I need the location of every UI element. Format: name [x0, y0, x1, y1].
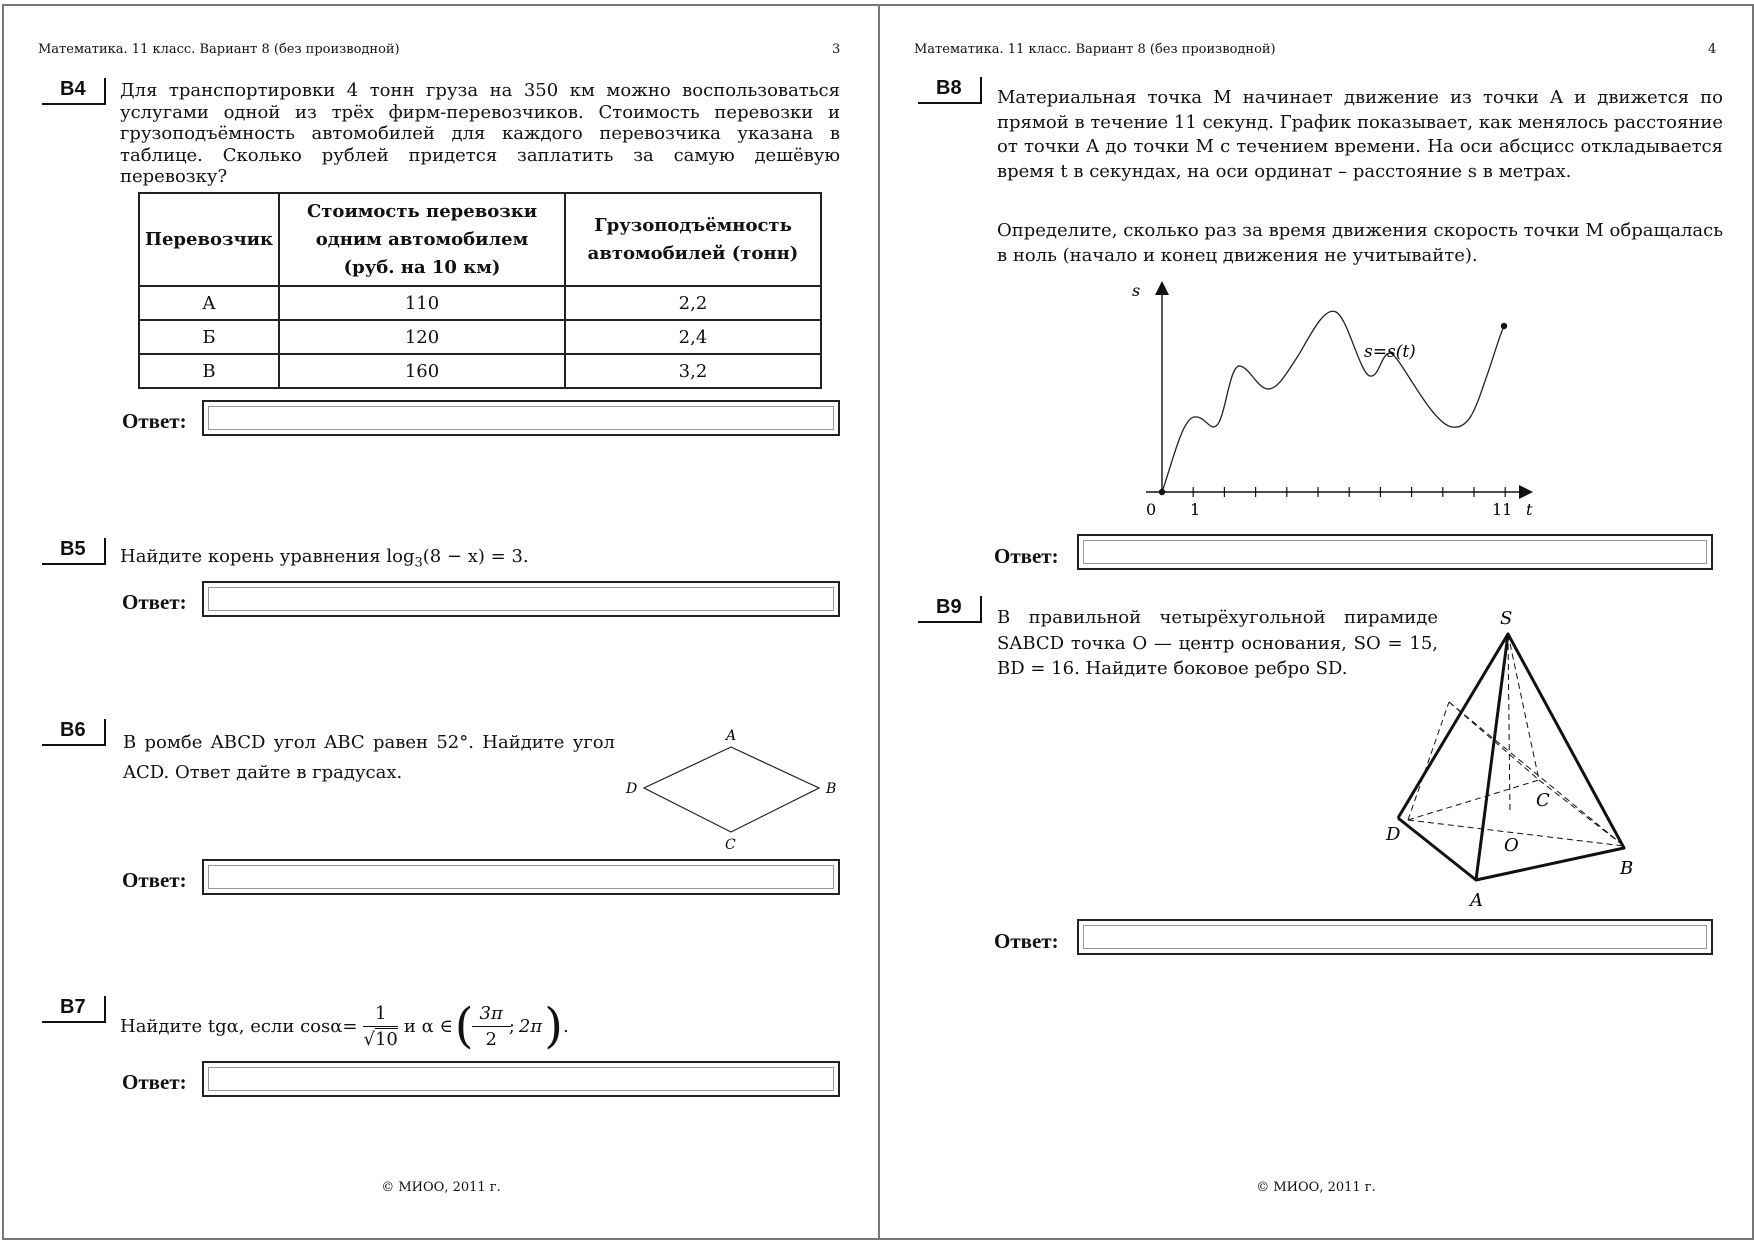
task-label-b6: B6 [42, 719, 106, 746]
vertex-label: O [1504, 835, 1519, 856]
table-cell: 2,2 [565, 286, 821, 320]
vertex-label: C [725, 837, 736, 853]
vertex-label: A [1470, 890, 1483, 911]
table-cell: 120 [279, 320, 565, 354]
table-cell: В [139, 354, 279, 388]
page-3 [2, 4, 880, 1240]
pyramid-figure [1386, 604, 1716, 914]
answer-field-b5[interactable] [202, 581, 840, 617]
task-label-b8: B8 [918, 77, 982, 104]
answer-field-b9[interactable] [1077, 919, 1713, 955]
vertex-label: B [1620, 858, 1634, 879]
rhombus-figure [616, 722, 852, 854]
b5-log-base: 3 [414, 555, 423, 571]
page-footer: © МИОО, 2011 г. [1256, 1180, 1376, 1195]
answer-label: Ответ: [994, 929, 1059, 953]
interval-fraction [476, 1003, 507, 1050]
table-row [139, 354, 821, 388]
task-label-b4: B4 [42, 78, 106, 105]
table-row [139, 286, 821, 320]
start-point [1159, 489, 1165, 495]
task-b6-text: В ромбе ABCD угол ABC равен 52°. Найдите угол ACD. Ответ дайте в градусах. [123, 732, 615, 783]
vertex-label: D [626, 781, 638, 797]
answer-label: Ответ: [122, 409, 187, 433]
vertex-label: B [826, 781, 837, 797]
s-of-t-curve [1162, 311, 1504, 492]
b5-arg: (8 − x) = 3. [422, 546, 529, 567]
vertex-label: S [1500, 608, 1513, 629]
page-header: Математика. 11 класс. Вариант 8 (без производной) [38, 42, 400, 57]
page-4 [878, 4, 1754, 1240]
vertex-label: A [726, 728, 737, 744]
tick-label: 11 [1492, 500, 1513, 519]
table-header: Грузоподъёмность автомобилей (тонн) [565, 193, 821, 286]
task-b8-text-2: Определите, сколько раз за время движения скорость точки M обращалась в ноль (начало и конец движения не учитывайте). [997, 220, 1723, 266]
task-b7-text: Найдите tgα, если cosα= $\frac{1}{√10}$ и α ∈ ( $\frac{3\pi}{2}$ ; 2π ) . [120, 998, 569, 1054]
task-b5-text [120, 546, 720, 575]
distance-time-graph [1102, 274, 1533, 524]
interval-num: 3π [479, 1002, 503, 1024]
page-header: Математика. 11 класс. Вариант 8 (без производной) [914, 42, 1276, 57]
interval-den: 2 [472, 1026, 511, 1050]
y-axis-label: s [1132, 281, 1141, 300]
answer-field-b6[interactable] [202, 859, 840, 895]
page-number: 3 [832, 42, 841, 57]
b5-log: log [386, 546, 415, 567]
table-row [139, 320, 821, 354]
task-b9-text: В правильной четырёхугольной пирамиде SABCD точка O — центр основания, SO = 15, BD = 16. Найдите боковое ребро SD. [997, 607, 1438, 679]
answer-label: Ответ: [122, 1070, 187, 1094]
answer-field-b4[interactable] [202, 400, 840, 436]
carrier-table [138, 192, 822, 389]
task-label-b9: B9 [918, 596, 982, 623]
b5-text: Найдите корень уравнения [120, 546, 381, 567]
cos-fraction [363, 1003, 397, 1050]
tick-label: 0 [1146, 500, 1157, 519]
task-b4-text: Для транспортировки 4 тонн груза на 350 км можно воспользоваться услугами одной из трёх фирм-перевозчиков. Стоимость перевозки и грузоподъёмность автомобилей для каждого перевозчика указана в таблице. Сколько рублей придется заплатить за самую дешёвую перевозку? [120, 80, 840, 187]
table-header: Стоимость перевозки одним автомобилем (руб. на 10 км) [279, 193, 565, 286]
frac-den: √10 [363, 1026, 397, 1050]
b7-text: Найдите tgα, если cosα= [120, 1015, 358, 1037]
tick-label: 1 [1190, 500, 1201, 519]
frac-num: 1 [374, 1002, 387, 1024]
answer-label: Ответ: [994, 544, 1059, 568]
b7-mid: и α ∈ [403, 1015, 453, 1037]
table-cell: 3,2 [565, 354, 821, 388]
page-number: 4 [1708, 42, 1717, 57]
task-label-b7: B7 [42, 996, 106, 1023]
table-cell: А [139, 286, 279, 320]
task-label-b5: B5 [42, 538, 106, 565]
answer-field-b7[interactable] [202, 1061, 840, 1097]
vertex-label: C [1536, 790, 1550, 811]
end-point [1501, 323, 1507, 329]
answer-label: Ответ: [122, 590, 187, 614]
answer-field-b8[interactable] [1077, 534, 1713, 570]
curve-label: s=s(t) [1364, 342, 1416, 362]
table-cell: Б [139, 320, 279, 354]
table-cell: 110 [279, 286, 565, 320]
page-footer: © МИОО, 2011 г. [381, 1180, 501, 1195]
vertex-label: D [1386, 824, 1401, 845]
answer-label: Ответ: [122, 868, 187, 892]
interval-end: 2π [518, 1015, 543, 1037]
table-cell: 160 [279, 354, 565, 388]
table-header: Перевозчик [139, 193, 279, 286]
table-cell: 2,4 [565, 320, 821, 354]
task-b8-text-1: Материальная точка M начинает движение из точки A и движется по прямой в течение 11 секунд. График показывает, как менялось расстояние от точки A до точки M с течением времени. На оси абсцисс откладывается время t в секундах, на оси ординат – расстояние s в метрах. [997, 87, 1723, 182]
x-axis-label: t [1526, 500, 1533, 519]
